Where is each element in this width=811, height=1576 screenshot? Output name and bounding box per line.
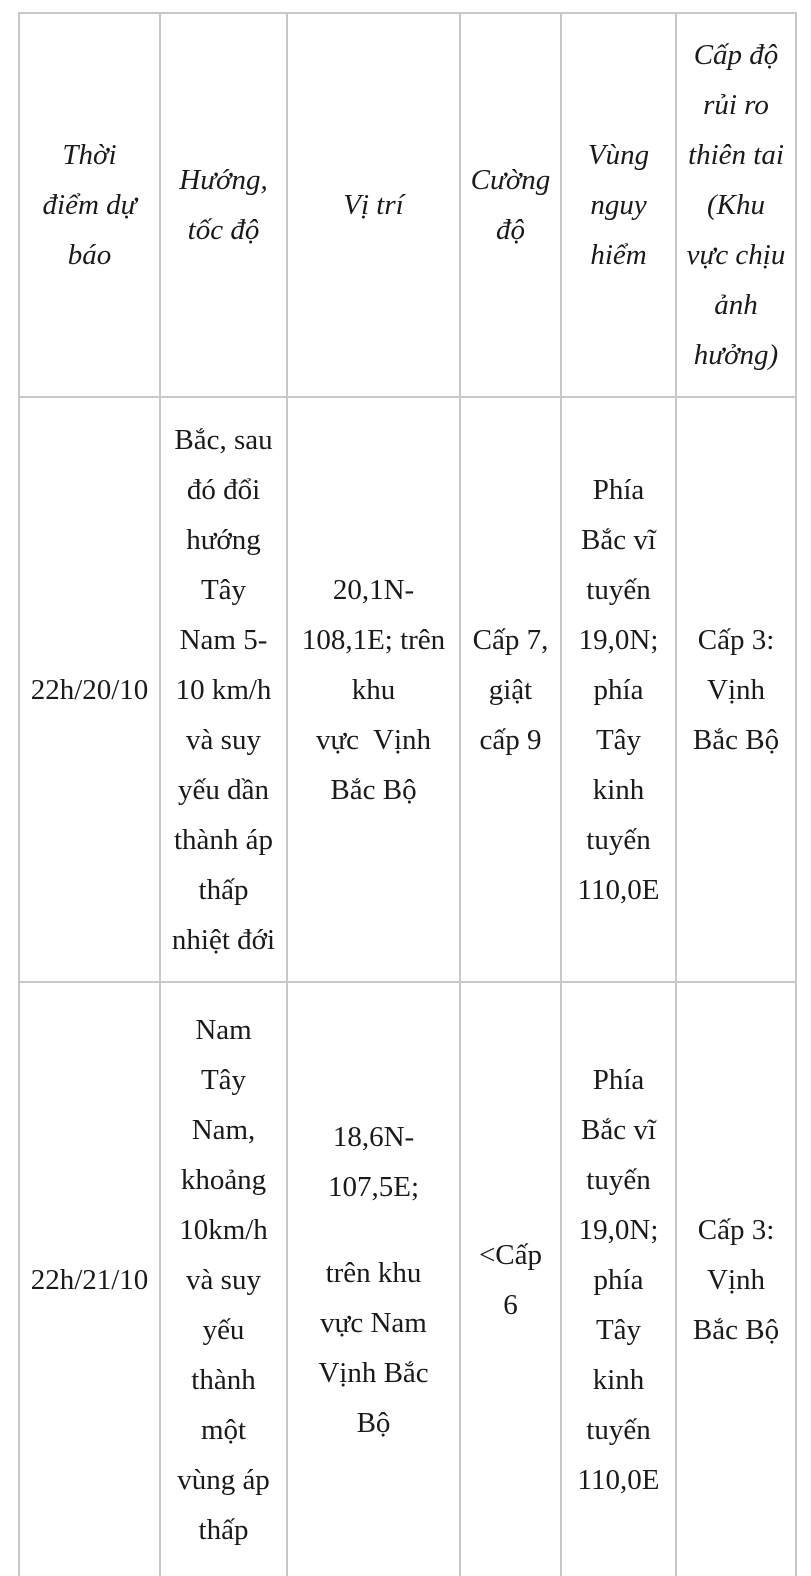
row1-vi-tri: 20,1N- 108,1E; trên khu vực Vịnh Bắc Bộ: [301, 573, 446, 806]
table-border-right: [795, 12, 797, 1576]
row2-cuong-do: <Cấp 6: [478, 1238, 543, 1321]
row1-huong-toc-do: Bắc, sau đó đổi hướng Tây Nam 5- 10 km/h và suy yếu dần thành áp thấp nhiệt đới: [171, 423, 276, 956]
row2-vi-tri: 18,6N- 107,5E; trên khu vực Nam Vịnh Bắc Bộ: [318, 1120, 429, 1439]
row1-thoi-diem: 22h/20/10: [30, 673, 149, 706]
row2-thoi-diem: 22h/21/10: [30, 1263, 149, 1296]
row2-huong-toc-do: Nam Tây Nam, khoảng 10km/h và suy yếu thành một vùng áp thấp: [177, 1013, 270, 1546]
header-thoi-diem: Thời điểm dự báo: [42, 139, 137, 271]
row1-cap-do-rui-ro: Cấp 3: Vịnh Bắc Bộ: [692, 623, 780, 756]
row1-vung-nguy-hiem: Phía Bắc vĩ tuyến 19,0N; phía Tây kinh tuyến 110,0E: [577, 473, 660, 906]
row1-cuong-do: Cấp 7, giật cấp 9: [472, 623, 549, 756]
row2-cap-do-rui-ro: Cấp 3: Vịnh Bắc Bộ: [692, 1213, 780, 1346]
header-cap-do-rui-ro: Cấp độ rủi ro thiên tai (Khu vực chịu ảnh hưởng): [686, 39, 786, 371]
header-vung-nguy-hiem: Vùng nguy hiểm: [587, 139, 650, 271]
header-huong-toc-do: Hướng, tốc độ: [179, 164, 268, 246]
header-vi-tri: Vị trí: [343, 189, 404, 221]
row2-vung-nguy-hiem: Phía Bắc vĩ tuyến 19,0N; phía Tây kinh tuyến 110,0E: [577, 1063, 660, 1496]
header-cuong-do: Cường độ: [470, 164, 551, 246]
